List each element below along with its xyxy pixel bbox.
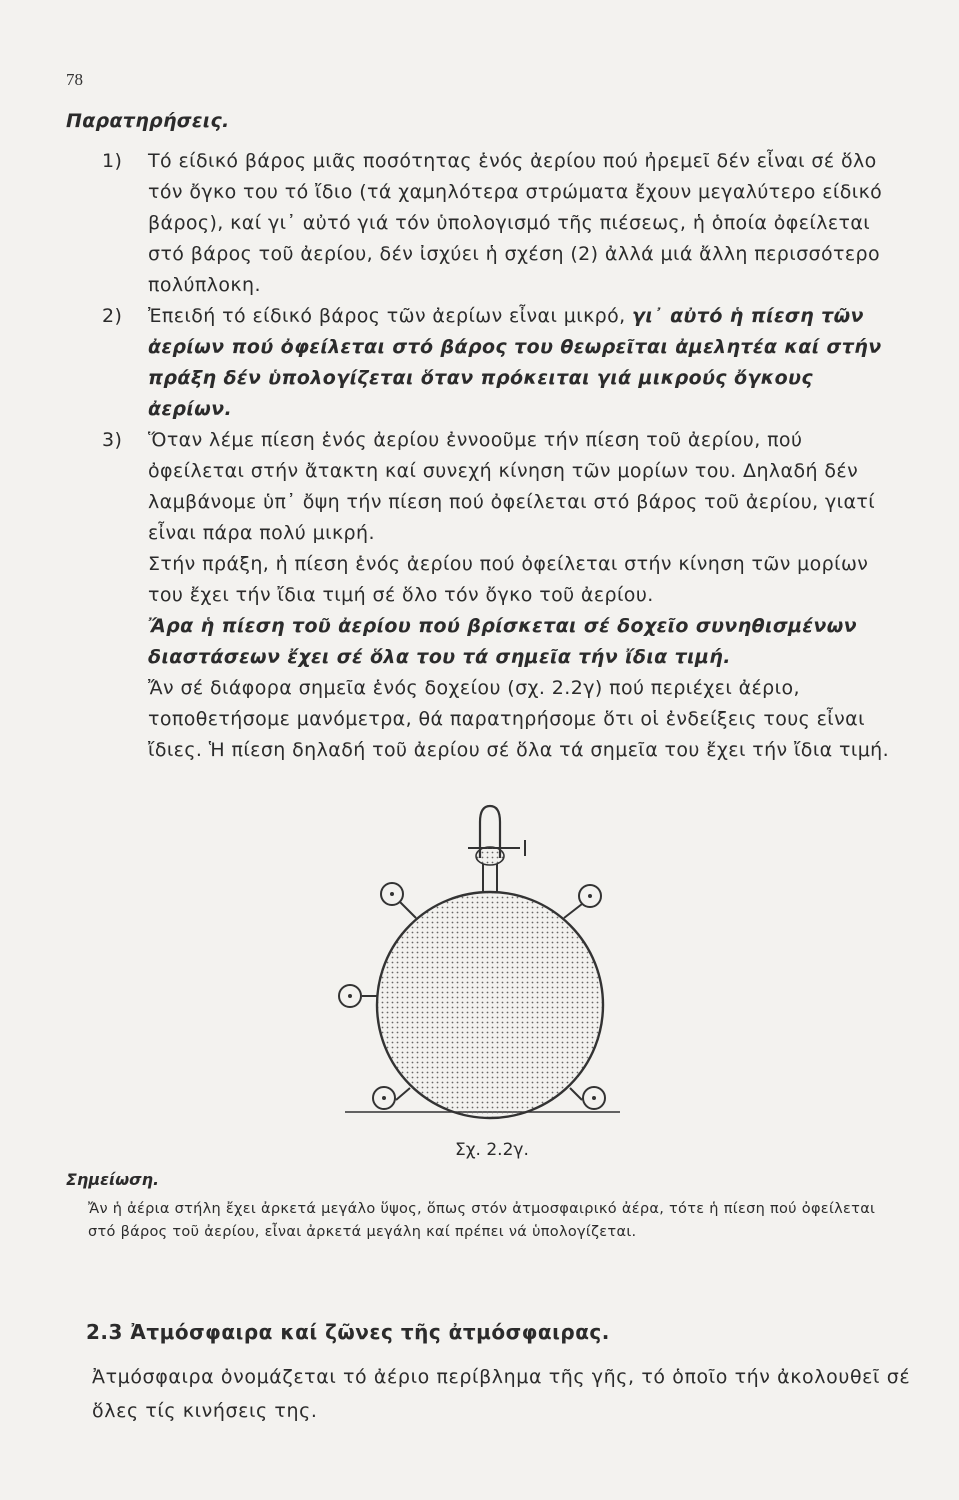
observation-emphasis: γι᾽ αὐτό ἡ πίεση τῶν ἀερίων πού ὀφείλεται στό βάρος του θεωρεῖται ἀμελητέα καί στήν πράξη δέν ὑπολογίζεται ὅταν πρόκειται γιά μικρούς ὄγκους ἀερίων. bbox=[148, 305, 882, 420]
observation-paragraph-1: Ὅταν λέμε πίεση ἑνός ἀερίου ἐννοοῦμε τήν πίεση τοῦ ἀερίου, πού ὀφείλεται στήν ἄτακτη καί συνεχή κίνηση τῶν μορίων του. Δηλαδή δέν λαμβάνομε ὑπ᾽ ὄψη τήν πίεση πού ὀφείλεται στό βάρος τοῦ ἀερίου, γιατί εἶναι πάρα πολύ μικρή. bbox=[148, 429, 876, 544]
figure-caption: Σχ. 2.2γ. bbox=[455, 1140, 529, 1160]
observation-item-3 bbox=[102, 425, 892, 766]
observation-number: 2) bbox=[102, 305, 123, 327]
observation-paragraph-4: Ἄν σέ διάφορα σημεῖα ἑνός δοχείου (σχ. 2.2γ) πού περιέχει ἀέριο, τοποθετήσομε μανόμετρα, θά παρατηρήσομε ὅτι οἱ ἐνδείξεις τους εἶναι ἴδιες. Ἡ πίεση δηλαδή τοῦ ἀερίου σέ ὅλα τά σημεῖα του ἔχει τήν ἴδια τιμή. bbox=[148, 677, 890, 761]
observation-number: 3) bbox=[102, 429, 123, 451]
observation-number: 1) bbox=[102, 150, 123, 172]
observation-item-2 bbox=[102, 301, 892, 425]
note-text: Ἄν ἡ ἀέρια στήλη ἔχει ἀρκετά μεγάλο ὕψος, ὅπως στόν ἀτμοσφαιρικό ἀέρα, τότε ἡ πίεση πού ὀφείλεται στό βάρος τοῦ ἀερίου, εἶναι ἀρκετά μεγάλη καί πρέπει νά ὑπολογίζεται. bbox=[88, 1201, 876, 1240]
observations-list bbox=[102, 146, 892, 766]
observation-emphasis: Ἄρα ἡ πίεση τοῦ ἀερίου πού βρίσκεται σέ δοχεῖο συνηθισμένων διαστάσεων ἔχει σέ ὅλα του τά σημεῖα τήν ἴδια τιμή. bbox=[148, 615, 857, 668]
gas-vessel-diagram bbox=[320, 800, 620, 1170]
chapter-title: 2.3 Ἀτμόσφαιρα καί ζῶνες τῆς ἀτμόσφαιρας. bbox=[86, 1320, 610, 1344]
observation-paragraph-2: Στήν πράξη, ἡ πίεση ἑνός ἀερίου πού ὀφείλεται στήν κίνηση τῶν μορίων του ἔχει τήν ἴδια τιμή σέ ὅλο τόν ὄγκο τοῦ ἀερίου. bbox=[148, 553, 869, 606]
note-heading: Σημείωση. bbox=[66, 1170, 160, 1189]
chapter-text: Ἀτμόσφαιρα ὀνομάζεται τό ἀέριο περίβλημα τῆς γῆς, τό ὁποῖο τήν ἀκολουθεῖ σέ ὅλες τίς κινήσεις της. bbox=[92, 1366, 911, 1422]
observation-text: Τό είδικό βάρος μιᾶς ποσότητας ἑνός ἀερίου πού ἠρεμεῖ δέν εἶναι σέ ὅλο τόν ὄγκο του τό ἴδιο (τά χαμηλότερα στρώματα ἔχουν μεγαλύτερο είδικό βάρος), καί γι᾽ αὐτό γιά τόν ὑπολογισμό τῆς πιέσεως, ἡ ὁποία ὀφείλεται στό βάρος τοῦ ἀερίου, δέν ἰσχύει ἡ σχέση (2) ἀλλά μιά ἄλλη περισσότερο πολύπλοκη. bbox=[148, 150, 883, 296]
figure-gas-vessel bbox=[320, 800, 620, 1170]
vessel-sphere bbox=[377, 892, 603, 1118]
observation-text: Ἐπειδή τό είδικό βάρος τῶν ἀερίων εἶναι μικρό, bbox=[148, 305, 626, 327]
observation-item-1 bbox=[102, 146, 892, 301]
observations-heading: Παρατηρήσεις. bbox=[66, 110, 230, 132]
page-number: 78 bbox=[66, 70, 83, 89]
